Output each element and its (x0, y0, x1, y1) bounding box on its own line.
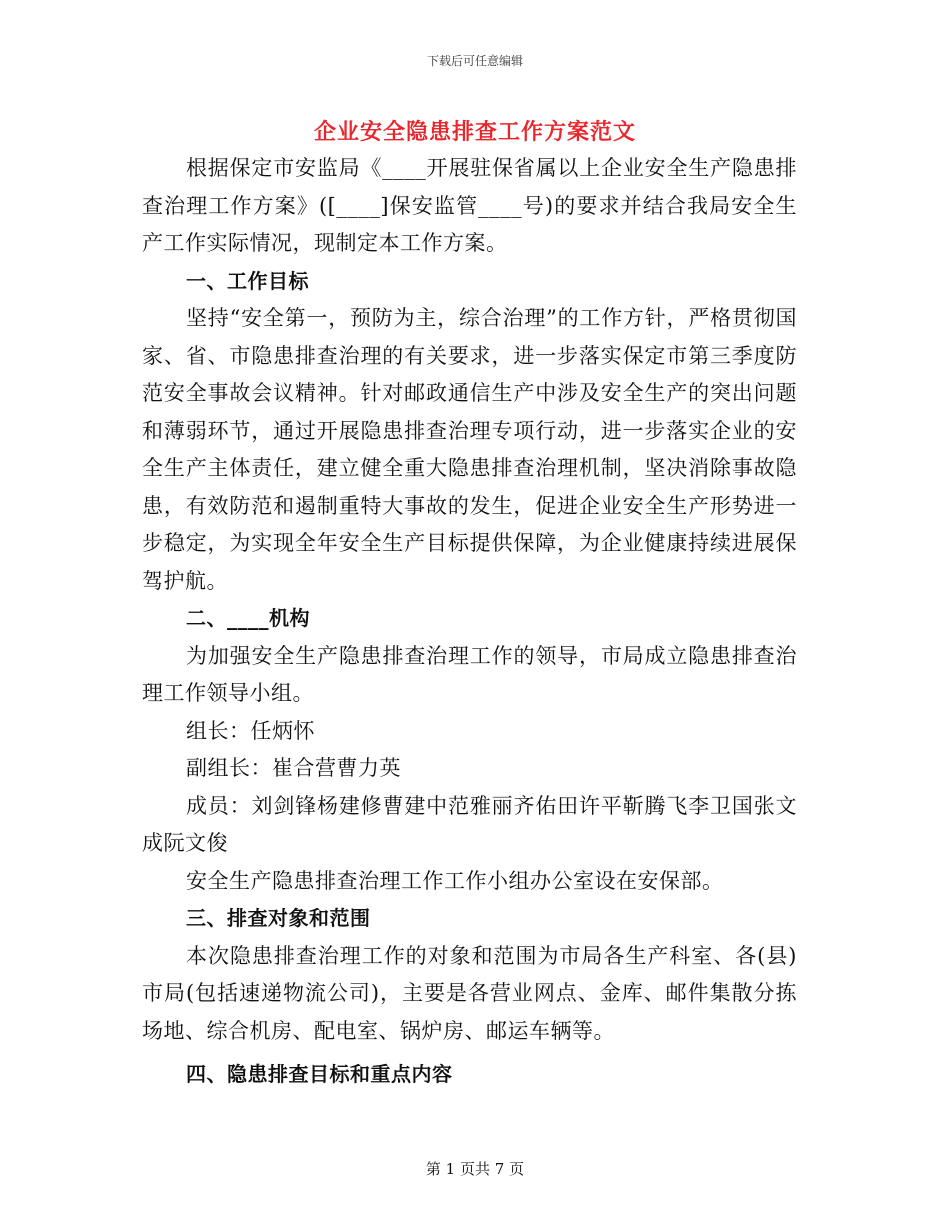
page-number: 第 1 页共 7 页 (425, 1160, 525, 1178)
deputy-leader-line: 副组长：崔合营曹力英 (186, 756, 401, 780)
scope-paragraph: 本次隐患排查治理工作的对象和范围为市局各生产科室、各(县)市局(包括速递物流公司)，主要是各营业网点、金库、邮件集散分拣场地、综合机房、配电室、锅炉房、邮运车辆等。 (142, 943, 797, 1043)
office-paragraph: 安全生产隐患排查治理工作工作小组办公室设在安保部。 (186, 868, 724, 893)
goals-paragraph: 坚持“安全第一，预防为主，综合治理”的工作方针，严格贯彻国家、省、市隐患排查治理的有关要求，进一步落实保定市第三季度防范安全事故会议精神。针对邮政通信生产中涉及安全生产的突出问题和薄弱环节，通过开展隐患排查治理专项行动，进一步落实企业的安全生产主体责任，建立健全重大隐患排查治理机制，坚决消除事故隐患，有效防范和遏制重特大事故的发生，促进企业安全生产形势进一步稳定，为实现全年安全生产目标提供保障，为企业健康持续进展保驾护航。 (142, 306, 797, 593)
header-note: 下载后可任意编辑 (426, 54, 523, 68)
document-body (142, 150, 797, 1094)
document-title: 企业安全隐患排查工作方案范文 (313, 119, 636, 145)
members-line: 成员：刘剑锋杨建修曹建中范雅丽齐佑田许平靳腾飞李卫国张文成阮文俊 (142, 793, 797, 855)
section-heading-scope: 三、排查对象和范围 (186, 906, 371, 930)
section-heading-content: 四、隐患排查目标和重点内容 (186, 1062, 453, 1086)
group-leader-line: 组长：任炳怀 (186, 718, 315, 743)
organization-paragraph: 为加强安全生产隐患排查治理工作的领导，市局成立隐患排查治理工作领导小组。 (142, 643, 797, 705)
section-heading-organization: 二、____机构 (186, 606, 310, 630)
intro-paragraph: 根据保定市安监局《____开展驻保省属以上企业安全生产隐患排查治理工作方案》([____]保安监管____号)的要求并结合我局安全生产工作实际情况，现制定本工作方案。 (142, 156, 797, 255)
section-heading-goals: 一、工作目标 (186, 268, 309, 293)
